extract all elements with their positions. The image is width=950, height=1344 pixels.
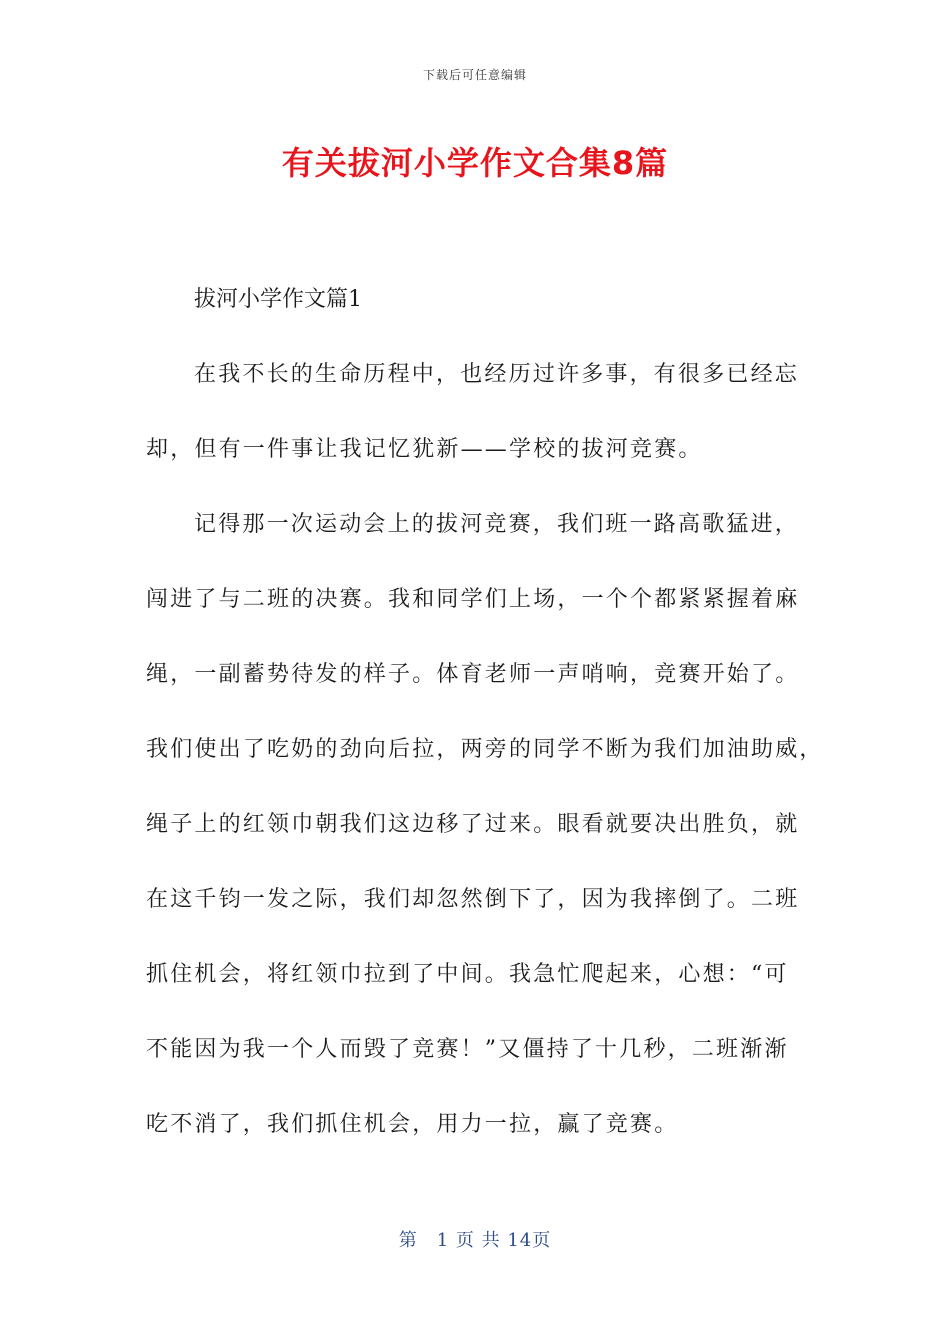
paragraph-line: 不能因为我一个人而毁了竞赛！”又僵持了十几秒，二班渐渐 xyxy=(146,1037,789,1062)
page-number: 第 1 页 共 14页 xyxy=(398,1230,552,1251)
paragraph-line: 在这千钧一发之际，我们却忽然倒下了，因为我摔倒了。二班 xyxy=(146,887,800,912)
paragraph-1 xyxy=(146,337,806,487)
paragraph-line: 在我不长的生命历程中，也经历过许多事，有很多已经忘 xyxy=(194,362,800,387)
paragraph-line: 吃不消了，我们抓住机会，用力一拉，赢了竞赛。 xyxy=(146,1112,679,1137)
document-body xyxy=(146,262,824,1162)
paragraph-line: 我们使出了吃奶的劲向后拉，两旁的同学不断为我们加油助威， xyxy=(146,737,824,762)
paragraph-line: 闯进了与二班的决赛。我和同学们上场，一个个都紧紧握着麻 xyxy=(146,587,800,612)
section-heading: 拔河小学作文篇1 xyxy=(194,287,362,312)
paragraph-line: 抓住机会，将红领巾拉到了中间。我急忙爬起来，心想：“可 xyxy=(146,962,789,987)
paragraph-2 xyxy=(146,487,824,1162)
paragraph-line: 绳，一副蓄势待发的样子。体育老师一声哨响，竞赛开始了。 xyxy=(146,662,800,687)
document-title: 有关拔河小学作文合集8篇 xyxy=(281,144,669,182)
page-header-note: 下载后可任意编辑 xyxy=(422,68,527,82)
paragraph-line: 却，但有一件事让我记忆犹新——学校的拔河竞赛。 xyxy=(146,437,703,462)
paragraph-line: 记得那一次运动会上的拔河竞赛，我们班一路高歌猛进， xyxy=(194,512,800,537)
paragraph-line: 绳子上的红领巾朝我们这边移了过来。眼看就要决出胜负，就 xyxy=(146,812,800,837)
